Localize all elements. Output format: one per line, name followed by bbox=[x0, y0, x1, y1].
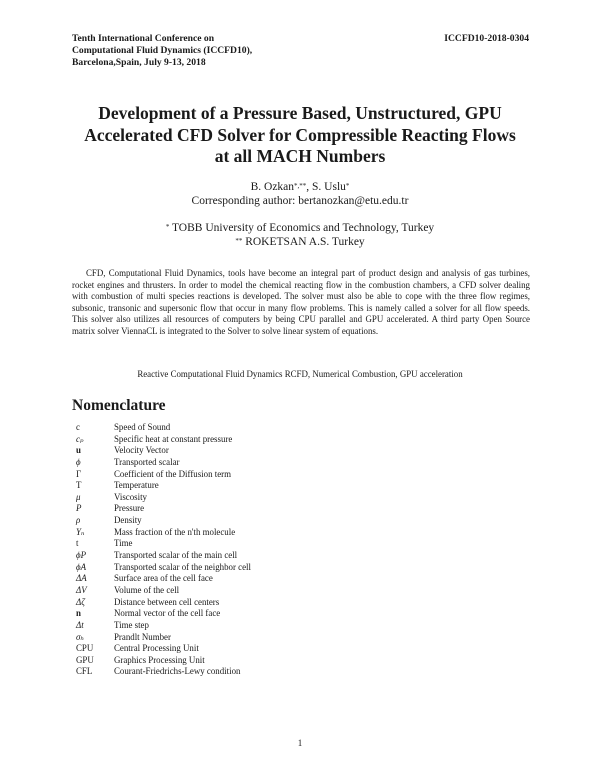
nomenclature-definition: Time bbox=[114, 538, 133, 549]
author-name: B. Ozkan bbox=[250, 181, 295, 193]
nomenclature-row bbox=[72, 585, 472, 597]
keywords: Reactive Computational Fluid Dynamics RCFD, Numerical Combustion, GPU acceleration bbox=[137, 369, 463, 379]
conference-line: Barcelona,Spain, July 9-13, 2018 bbox=[72, 57, 206, 68]
nomenclature-row bbox=[72, 562, 472, 574]
conference-info bbox=[72, 33, 252, 69]
nomenclature-symbol: μ bbox=[76, 491, 81, 502]
nomenclature-row bbox=[72, 597, 472, 609]
author-separator: , bbox=[306, 181, 313, 193]
nomenclature-definition: Transported scalar of the neighbor cell bbox=[114, 561, 251, 572]
nomenclature-symbol: Yₙ bbox=[76, 526, 85, 537]
title-line: Development of a Pressure Based, Unstructured, GPU bbox=[98, 103, 502, 123]
nomenclature-symbol: CFL bbox=[76, 666, 93, 677]
nomenclature-symbol: u bbox=[76, 445, 81, 456]
nomenclature-definition: Graphics Processing Unit bbox=[114, 654, 205, 665]
nomenclature-row bbox=[72, 492, 472, 504]
nomenclature-row bbox=[72, 632, 472, 644]
nomenclature-symbol: Δζ bbox=[76, 596, 85, 607]
nomenclature-symbol: P bbox=[76, 503, 82, 514]
nomenclature-definition: Transported scalar of the main cell bbox=[114, 550, 238, 561]
nomenclature-symbol: t bbox=[76, 538, 79, 549]
nomenclature-symbol: cₚ bbox=[76, 433, 84, 444]
nomenclature-symbol: ρ bbox=[76, 515, 81, 526]
affiliation-mark: * bbox=[165, 223, 170, 231]
affiliation-mark: *,** bbox=[294, 182, 307, 190]
author-name: S. Uslu bbox=[312, 181, 346, 193]
nomenclature-definition: Temperature bbox=[114, 480, 159, 491]
abstract: CFD, Computational Fluid Dynamics, tools have become an integral part of product design and analysis of gas turbines, rocket engines and thrusters. In order to model the chemical reacting flow in the combustion chambers, a CFD solver dealing with combustion of multi species reactions is developed. The solver must also be able to cope with the three flow regimes, subsonic, transonic and supersonic flow that occur in many flow problems. This is namely called a solver for all flow speeds. This solver also utilizes all resources of computers by being CPU parallel and GPU accelerated. A third party Open Source matrix solver ViennaCL is integrated to the Solver to solve linear system of equations. bbox=[72, 268, 530, 336]
nomenclature-symbol: ϕP bbox=[76, 550, 87, 561]
nomenclature-row bbox=[72, 515, 472, 527]
nomenclature-symbol: ϕ bbox=[76, 456, 81, 467]
nomenclature-row bbox=[72, 666, 472, 678]
nomenclature-symbol: σₕ bbox=[76, 631, 85, 642]
nomenclature-row bbox=[72, 434, 472, 446]
nomenclature-definition: Coefficient of the Diffusion term bbox=[114, 468, 231, 479]
nomenclature-row bbox=[72, 573, 472, 585]
nomenclature-definition: Mass fraction of the n'th molecule bbox=[114, 526, 236, 537]
nomenclature-row bbox=[72, 445, 472, 457]
paper-id: ICCFD10-2018-0304 bbox=[444, 33, 529, 44]
affiliation-mark: ** bbox=[235, 237, 243, 245]
corresponding-author: Corresponding author: bertanozkan@etu.edu.tr bbox=[191, 195, 409, 207]
nomenclature-row bbox=[72, 620, 472, 632]
nomenclature-row bbox=[72, 480, 472, 492]
nomenclature-list bbox=[72, 422, 472, 678]
nomenclature-row bbox=[72, 550, 472, 562]
affiliation-mark: * bbox=[345, 182, 350, 190]
conference-line: Tenth International Conference on bbox=[72, 33, 215, 44]
nomenclature-definition: Transported scalar bbox=[114, 456, 180, 467]
nomenclature-symbol: Γ bbox=[76, 468, 82, 479]
nomenclature-definition: Time step bbox=[114, 619, 149, 630]
nomenclature-definition: Volume of the cell bbox=[114, 584, 180, 595]
nomenclature-symbol: ΔV bbox=[76, 584, 87, 595]
nomenclature-definition: Velocity Vector bbox=[114, 445, 169, 456]
nomenclature-symbol: n bbox=[76, 608, 81, 619]
nomenclature-row bbox=[72, 538, 472, 550]
nomenclature-definition: Speed of Sound bbox=[114, 422, 171, 432]
nomenclature-symbol: c bbox=[76, 422, 80, 432]
nomenclature-definition: Surface area of the cell face bbox=[114, 573, 213, 584]
section-heading: Nomenclature bbox=[72, 397, 166, 414]
affiliation-text: ROKETSAN A.S. Turkey bbox=[245, 236, 365, 248]
paper-title bbox=[60, 103, 540, 168]
nomenclature-row bbox=[72, 469, 472, 481]
nomenclature-definition: Courant-Friedrichs-Lewy condition bbox=[114, 666, 241, 677]
conference-line: Computational Fluid Dynamics (ICCFD10), bbox=[72, 45, 253, 56]
page-number: 1 bbox=[297, 738, 303, 748]
nomenclature-row bbox=[72, 457, 472, 469]
nomenclature-row bbox=[72, 527, 472, 539]
nomenclature-definition: Viscosity bbox=[114, 491, 147, 502]
nomenclature-symbol: ϕA bbox=[76, 561, 87, 572]
nomenclature-definition: Distance between cell centers bbox=[114, 596, 220, 607]
nomenclature-symbol: ΔA bbox=[76, 573, 87, 584]
nomenclature-definition: Prandlt Number bbox=[114, 631, 171, 642]
nomenclature-definition: Central Processing Unit bbox=[114, 643, 199, 654]
nomenclature-row bbox=[72, 503, 472, 515]
title-line: at all MACH Numbers bbox=[214, 146, 386, 166]
nomenclature-row bbox=[72, 643, 472, 655]
nomenclature-row bbox=[72, 655, 472, 667]
nomenclature-definition: Normal vector of the cell face bbox=[114, 608, 221, 619]
nomenclature-row bbox=[72, 608, 472, 620]
nomenclature-symbol: Δt bbox=[76, 619, 84, 630]
title-line: Accelerated CFD Solver for Compressible Reacting Flows bbox=[84, 124, 516, 145]
nomenclature-symbol: GPU bbox=[76, 654, 94, 665]
nomenclature-definition: Pressure bbox=[114, 503, 145, 514]
affiliation bbox=[60, 236, 540, 250]
affiliation-text: TOBB University of Economics and Technology, Turkey bbox=[171, 222, 435, 234]
nomenclature-row bbox=[72, 422, 472, 434]
nomenclature-definition: Specific heat at constant pressure bbox=[114, 433, 233, 444]
nomenclature-symbol: T bbox=[76, 480, 82, 491]
affiliation bbox=[60, 222, 540, 236]
nomenclature-symbol: CPU bbox=[76, 643, 94, 654]
nomenclature-definition: Density bbox=[114, 515, 142, 526]
author-list bbox=[60, 181, 540, 195]
